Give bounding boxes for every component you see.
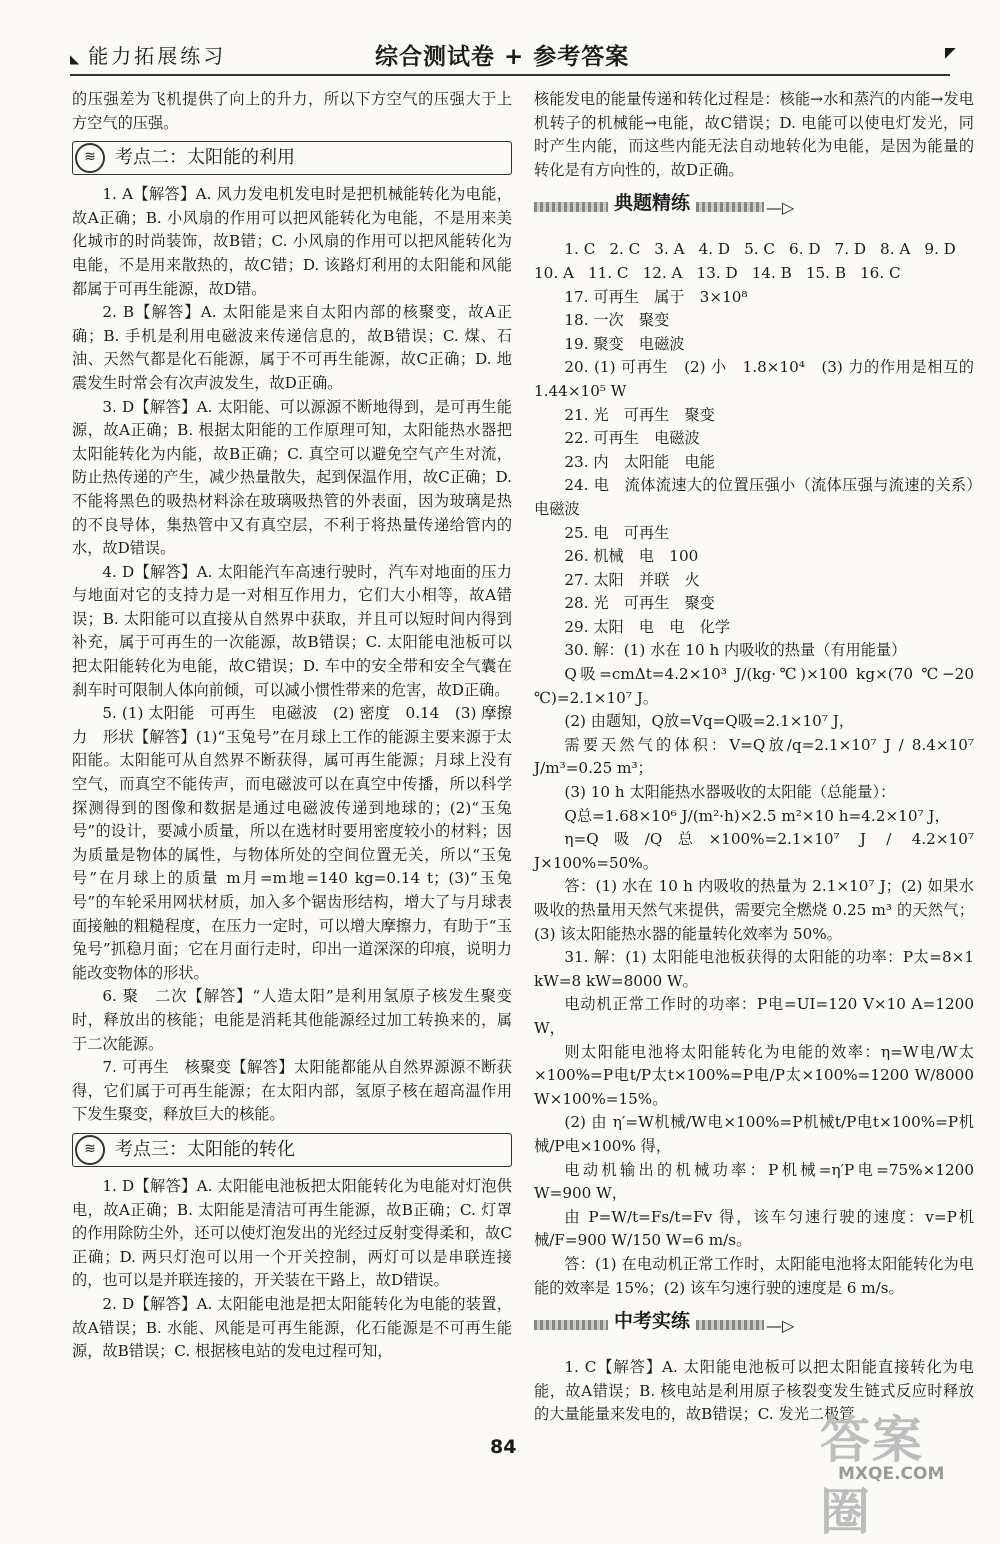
solution-line: (2) 由题知，Q放=Vq=Q吸=2.1×10⁷ J，	[564, 712, 855, 731]
left-column	[72, 88, 512, 1364]
solution-line: 31. 解：(1) 太阳能电池板获得的太阳能的功率：P太=8×1 kW=8 kW=8000 W。	[534, 948, 974, 990]
solution-answer: 答：(1) 在电动机正常工作时，太阳能电池将太阳能转化为电能的效率是 15%；(2) 该车匀速行驶的速度是 6 m/s。	[534, 1254, 974, 1297]
answer-item: 26. 机械 电 100	[564, 547, 699, 566]
answer-item: 17. 可再生 属于 3×10⁸	[564, 287, 748, 306]
answer-key: 3. A	[654, 240, 685, 259]
banner-zhongkao	[534, 1306, 974, 1350]
answer-item: 6. 聚 二次【解答】“人造太阳”是利用氢原子核发生聚变时，释放出的核能；电能是消耗其他能源经过加工转换来的，属于二次能源。	[72, 987, 512, 1053]
answer-row	[534, 262, 974, 286]
answer-key: 1. C	[564, 240, 596, 259]
section-icon: ≋	[75, 143, 105, 173]
paragraph: 核能发电的能量传递和转化过程是：核能→水和蒸汽的内能→发电机转子的机械能→电能，故C错误；D. 电能可以使电灯发光，同时产生内能，而这些内能无法自动地转化为电能，是因为能量的转化是有方向性的，故D正确。	[534, 90, 974, 179]
answer-item: 2. D【解答】A. 太阳能电池是把太阳能转化为电能的装置，故A错误；B. 水能、风能是可再生能源，化石能源是不可再生能源，故B错误；C. 根据核电站的发电过程可知，	[72, 1294, 512, 1361]
page-header	[0, 0, 1000, 70]
answer-item: 23. 内 太阳能 电能	[564, 452, 715, 471]
solution-line: Q吸=cmΔt=4.2×10³ J/(kg·℃)×100 kg×(70 ℃−20 ℃)=2.1×10⁷ J。	[534, 665, 974, 707]
answer-key: 9. D	[924, 240, 956, 259]
header-title: 综合测试卷 + 参考答案	[375, 44, 630, 70]
solution-line: 需要天然气的体积：V=Q放/q=2.1×10⁷ J / 8.4×10⁷ J/m³=0.25 m³；	[534, 735, 974, 778]
answer-item: 1. A【解答】A. 风力发电机发电时是把机械能转化为电能，故A正确；B. 小风扇的作用可以把风能转化为电能，不是用来美化城市的时尚装饰，故B错；C. 小风扇的作用可以把风能转化为电能，不是用来散热的，故C错；D. 该路灯利用的太阳能和风能都属于可再生能源，故D错。	[72, 185, 512, 298]
banner-title: 中考实练	[608, 1310, 696, 1334]
answer-item: 28. 光 可再生 聚变	[564, 594, 715, 613]
answer-item: 21. 光 可再生 聚变	[564, 405, 715, 424]
answer-key: 8. A	[880, 240, 911, 259]
section-icon: ≋	[75, 1135, 105, 1165]
answer-item: 1. D【解答】A. 太阳能电池板把太阳能转化为电能对灯泡供电，故A正确；B. 太阳能是清洁可再生能源，故B正确；C. 灯罩的作用除防尘外，还可以使灯泡发出的光经过反射变得柔和，故C正确；D. 两只灯泡可以用一个开关控制，两灯可以是串联连接的，也可以是并联连接的，开关装在干路上，故D错误。	[72, 1176, 512, 1290]
solution-line: 则太阳能电池将太阳能转化为电能的效率：η=W电/W太×100%=P电t/P太t×100%=P电/P太×100%=1200 W/8000 W×100%=15%。	[534, 1042, 974, 1108]
answer-key: 2. C	[609, 240, 641, 259]
header-series-title: ◣ 能力拓展练习	[70, 40, 226, 69]
answer-item: 24. 电 流体流速大的位置压强小（流体压强与流速的关系） 电磁波	[534, 476, 990, 518]
answer-key: 13. D	[696, 263, 738, 282]
header-mark-icon: ◤	[945, 45, 956, 61]
answer-item: 20. (1) 可再生 (2) 小 1.8×10⁴ (3) 力的作用是相互的 1.44×10⁵ W	[534, 358, 990, 400]
watermark-text: 答案圈	[820, 1411, 924, 1541]
paragraph: 的压强差为飞机提供了向上的升力，所以下方空气的压强大于上方空气的压强。	[72, 90, 512, 132]
answer-item: 7. 可再生 核聚变【解答】太阳能都能从自然界源源不断获得，它们属于可再生能源；在太阳内部，氢原子核在超高温作用下发生聚变，释放巨大的核能。	[72, 1058, 512, 1124]
banner-dianti	[534, 188, 974, 232]
answer-row	[534, 238, 974, 262]
answer-item: 19. 聚变 电磁波	[564, 334, 685, 353]
answer-key: 10. A	[534, 263, 574, 282]
answer-item: 4. D【解答】A. 太阳能汽车高速行驶时，汽车对地面的压力与地面对它的支持力是一对相互作用力，它们大小相等，故A错误；B. 太阳能可以直接从自然界中获取，并且可以短时间内得到补充，属于可再生的一次能源，故B错误；C. 太阳能电池板可以把太阳能转化为电能，故C错误；D. 车中的安全带和安全气囊在刹车时可限制人体向前倾，可以减小惯性带来的危害，故D正确。	[72, 562, 512, 699]
section-heading-2	[72, 141, 512, 175]
section-title: 考点三：太阳能的转化	[115, 1139, 295, 1161]
answer-key: 15. B	[805, 263, 846, 282]
solution-line: 电动机正常工作时的功率：P电=UI=120 V×10 A=1200 W，	[534, 995, 974, 1037]
answer-item: 18. 一次 聚变	[564, 311, 670, 330]
banner-title: 典题精练	[608, 192, 696, 216]
answer-item: 29. 太阳 电 电 化学	[564, 617, 731, 636]
solution-line: 电动机输出的机械功率：P机械=η′P电=75%×1200 W=900 W，	[534, 1160, 974, 1203]
answer-key: 7. D	[834, 240, 867, 259]
answer-item: 22. 可再生 电磁波	[564, 429, 700, 448]
right-column	[534, 88, 990, 1427]
answer-key: 6. D	[789, 240, 821, 259]
answer-item: 27. 太阳 并联 火	[564, 570, 700, 589]
answer-item: 25. 电 可再生	[564, 523, 670, 542]
answer-item: 5. (1) 太阳能 可再生 电磁波 (2) 密度 0.14 (3) 摩擦力 形状【解答】(1)“玉兔号”在月球上工作的能源主要来源于太阳能。太阳能可从自然界不断获得，属可再生能源；月球上没有空气，而真空不能传声，而电磁波可以在真空中传播，所以科学探测得到的图像和数据是通过电磁波传递到地球的；(2)“玉兔号”的设计，要减小质量，所以在选材时要用密度较小的材料；因为质量是物体的属性，与物体所处的空间位置无关，所以“玉兔号”在月球上的质量 m月=m地=140 kg=0.14 t；(3)“玉兔号”的车轮采用网状材质，加入多个锯齿形结构，增大了与月球表面接触的粗糙程度，在压力一定时，可以增大摩擦力，有助于“玉兔号”抓稳月面；它在月面行走时，印出一道深深的印痕，说明力能改变物体的形状。	[72, 704, 512, 982]
answer-key: 14. B	[751, 263, 792, 282]
solution-line: 由 P=W/t=Fs/t=Fv 得，该车匀速行驶的速度：v=P机械/F=900 W/150 W=6 m/s。	[534, 1207, 974, 1250]
arrow-icon: —▷	[766, 1316, 795, 1336]
arrow-icon: —▷	[766, 198, 795, 218]
solution-line: (3) 10 h 太阳能热水器吸收的太阳能（总能量）：	[564, 783, 896, 802]
solution-line: η=Q吸/Q总×100%=2.1×10⁷ J / 4.2×10⁷ J×100%=50%。	[534, 830, 974, 872]
answer-key: 11. C	[587, 263, 629, 282]
page-number: 84	[490, 1436, 517, 1458]
answer-item: 2. B【解答】A. 太阳能是来自太阳内部的核聚变，故A正确；B. 手机是利用电磁波来传递信息的，故B错误；C. 煤、石油、天然气都是化石能源，属于不可再生能源，故C正确；D. 地震发生时常会有次声波发生，故D正确。	[72, 303, 512, 392]
section-title: 考点二：太阳能的利用	[115, 147, 295, 169]
solution-line: (2) 由 η′=W机械/W电×100%=P机械t/P电t×100%=P机械/P电×100% 得，	[534, 1113, 974, 1155]
answer-key: 5. C	[744, 240, 776, 259]
watermark-logo	[820, 1400, 970, 1541]
solution-line: Q总=1.68×10⁶ J/(m²·h)×2.5 m²×10 h=4.2×10⁷ J，	[564, 806, 950, 825]
header-rule	[70, 74, 950, 76]
solution-answer: 答：(1) 水在 10 h 内吸收的热量为 2.1×10⁷ J；(2) 如果水吸收的热量用天然气来提供，需要完全燃烧 0.25 m³ 的天然气；(3) 该太阳能热水器的能量转化效率为 50%。	[534, 877, 974, 943]
answer-item: 3. D【解答】A. 太阳能、可以源源不断地得到，是可再生能源，故A正确；B. 根据太阳能的工作原理可知，太阳能热水器把太阳能转化为内能，故B正确；C. 真空可以避免空气产生对流，防止热传递的产生，减少热量散失，起到保温作用，故C正确；D. 不能将黑色的吸热材料涂在玻璃吸热管的外表面，因为玻璃是热的不良导体，集热管中又有真空层，不利于将热量传递给管内的水，故D错误。	[72, 397, 512, 558]
answer-key: 4. D	[698, 240, 731, 259]
answer-item: 1. C【解答】A. 太阳能电池板可以把太阳能直接转化为电能，故A错误；B. 核电站是利用原子核裂变发生链式反应时释放的大量能量来发电的，故B错误；C. 发光二极管	[534, 1358, 974, 1424]
section-heading-3	[72, 1133, 512, 1167]
watermark-url: MXQE.COM	[838, 1464, 945, 1484]
answer-key: 12. A	[642, 263, 683, 282]
answer-key: 16. C	[860, 263, 901, 282]
solution-line: 30. 解：(1) 水在 10 h 内吸收的热量（有用能量）	[564, 641, 907, 660]
